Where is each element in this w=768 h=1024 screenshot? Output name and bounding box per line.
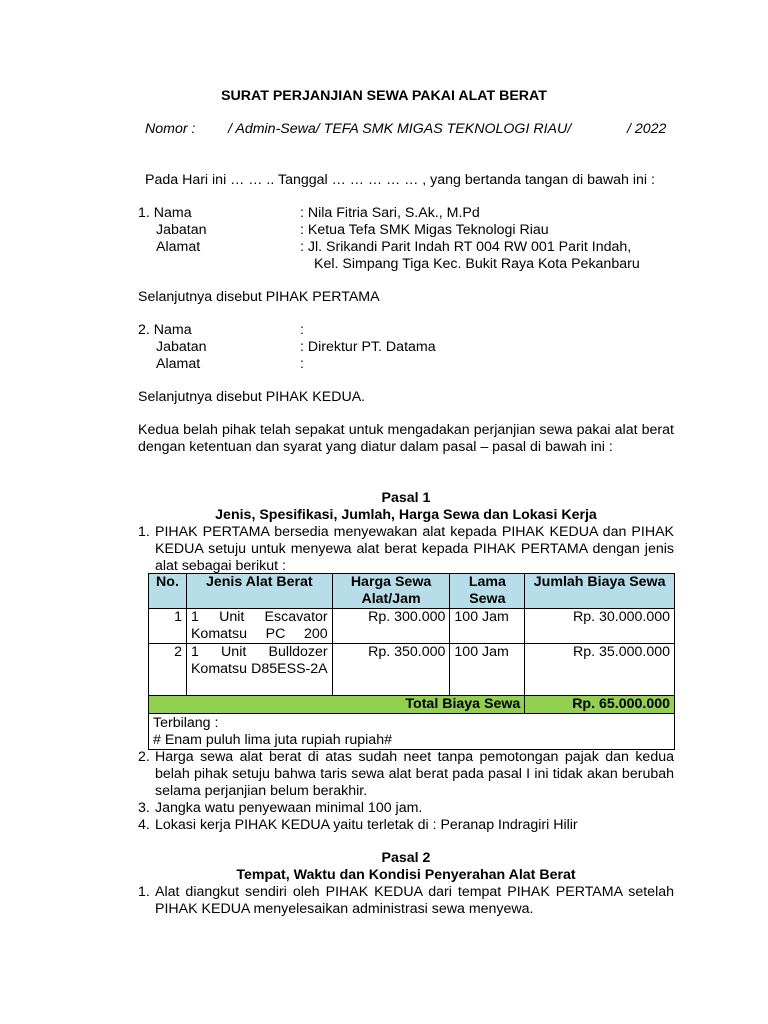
pihak2-alamat-label: Alamat [156,356,201,372]
list-number: 4. [138,817,150,833]
terbilang-label: Terbilang : [153,715,219,731]
nomor-middle: / Admin-Sewa/ TEFA SMK MIGAS TEKNOLOGI RIAU/ [228,121,572,137]
cell-harga: Rp. 350.000 [332,644,450,696]
list-number: 3. [138,800,150,816]
pihak1-alamat-label: Alamat [156,239,201,255]
table-header-row [149,574,675,609]
cell-jumlah: Rp. 30.000.000 [525,609,675,644]
pihak1-jabatan-label: Jabatan [156,222,207,238]
table-terbilang-row [149,714,675,750]
pihak1-nama-label: 1. Nama [138,205,192,221]
pasal1-item-1 [138,524,674,575]
cell-jumlah: Rp. 35.000.000 [525,644,675,696]
terbilang-value: # Enam puluh lima juta rupiah rupiah# [153,732,392,748]
cell-jenis: 1 Unit Escavator Komatsu PC 200 [186,609,332,644]
cell-no: 2 [149,644,187,696]
list-text: Jangka watu penyewaan minimal 100 jam. [155,800,423,816]
opening-line: Pada Hari ini … … .. Tanggal … … … … … , yang bertanda tangan di bawah ini : [145,172,655,188]
pasal2-item-1 [138,884,674,918]
rental-table [148,573,675,750]
cell-harga: Rp. 300.000 [332,609,450,644]
pihak1-nama-value: : Nila Fitria Sari, S.Ak., M.Pd [300,205,480,221]
cell-lama: 100 Jam [450,609,525,644]
list-text: Harga sewa alat berat di atas sudah neet tanpa pemotongan pajak dan kedua belah pihak setuju bahwa taris sewa alat berat pada pasal I ini tidak akan berubah selama perjanjian belum berakhir. [155,749,674,799]
pihak1-jabatan-value: : Ketua Tefa SMK Migas Teknologi Riau [300,222,549,238]
pasal1-item-3 [138,800,674,817]
list-number: 1. [138,884,150,900]
pihak1-note: Selanjutnya disebut PIHAK PERTAMA [138,289,380,305]
pasal1-item-4 [138,817,674,834]
list-text: Lokasi kerja PIHAK KEDUA yaitu terletak di : Peranap Indragiri Hilir [155,817,578,833]
cell-lama: 100 Jam [450,644,525,696]
pasal1-item-2 [138,749,674,800]
nomor-year: / 2022 [627,121,667,137]
pihak2-jabatan-label: Jabatan [156,339,207,355]
total-label: Total Biaya Sewa [149,696,525,714]
cell-jenis: 1 Unit Bulldozer Komatsu D85ESS-2A [186,644,332,696]
header-jenis: Jenis Alat Berat [186,574,332,609]
terbilang-cell [149,714,675,750]
intro-paragraph: Kedua belah pihak telah sepakat untuk mengadakan perjanjian sewa pakai alat berat dengan ketentuan dan syarat yang diatur dalam pasal – pasal di bawah ini : [138,422,674,455]
list-number: 1. [138,524,150,540]
pasal2-subheading: Tempat, Waktu dan Kondisi Penyerahan Alat Berat [236,867,576,883]
table-row [149,644,675,696]
header-harga: Harga Sewa Alat/Jam [332,574,450,609]
cell-no: 1 [149,609,187,644]
list-number: 2. [138,749,150,765]
pihak1-alamat-value-2: Kel. Simpang Tiga Kec. Bukit Raya Kota Pekanbaru [314,256,640,272]
table-row [149,609,675,644]
pasal1-subheading: Jenis, Spesifikasi, Jumlah, Harga Sewa dan Lokasi Kerja [215,507,597,523]
pihak2-nama-label: 2. Nama [138,322,192,338]
list-text: Alat diangkut sendiri oleh PIHAK KEDUA dari tempat PIHAK PERTAMA setelah PIHAK KEDUA menyelesaikan administrasi sewa menyewa. [155,884,674,917]
pihak2-jabatan-value: : Direktur PT. Datama [300,339,436,355]
list-text: PIHAK PERTAMA bersedia menyewakan alat kepada PIHAK KEDUA dan PIHAK KEDUA setuju untuk menyewa alat berat kepada PIHAK PERTAMA dengan jenis alat sebagai berikut : [155,524,674,574]
header-no: No. [149,574,187,609]
pihak1-alamat-value-1: : Jl. Srikandi Parit Indah RT 004 RW 001 Parit Indah, [300,239,632,255]
header-jumlah: Jumlah Biaya Sewa [525,574,675,609]
nomor-label: Nomor : [145,121,196,137]
pihak2-note: Selanjutnya disebut PIHAK KEDUA. [138,389,366,405]
header-lama: Lama Sewa [450,574,525,609]
table-total-row [149,696,675,714]
pasal2-heading: Pasal 2 [381,850,431,866]
total-value: Rp. 65.000.000 [525,696,675,714]
pihak2-nama-value: : [300,322,304,338]
pihak2-alamat-value: : [300,356,304,372]
nomor-line [145,121,675,138]
pasal1-heading: Pasal 1 [381,490,431,506]
document-title: SURAT PERJANJIAN SEWA PAKAI ALAT BERAT [221,88,547,104]
